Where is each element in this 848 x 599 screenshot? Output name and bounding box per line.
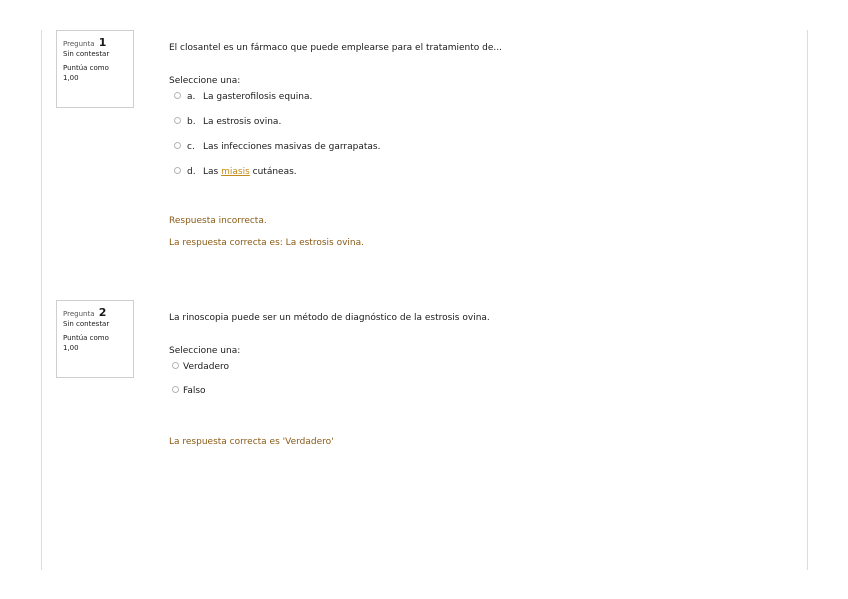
option-text: Verdadero xyxy=(183,362,230,372)
question-1-text: El closantel es un fármaco que puede emplearse para el tratamiento de... xyxy=(169,43,502,53)
question-1-info-box xyxy=(56,30,134,108)
question-1-option-d[interactable] xyxy=(169,166,789,178)
content-frame-left-border xyxy=(41,30,42,570)
option-letter: a. xyxy=(187,92,196,102)
question-2-mark-label: Puntúa como xyxy=(63,334,109,343)
question-2-info-box xyxy=(56,300,134,378)
question-1-content xyxy=(169,42,789,249)
question-1-option-c[interactable] xyxy=(169,141,789,153)
option-text: La gasterofilosis equina. xyxy=(203,92,313,102)
question-1-mark-value: 1,00 xyxy=(63,73,79,82)
question-2-number: 2 xyxy=(98,306,107,319)
question-2-correct-answer: La respuesta correcta es 'Verdadero' xyxy=(169,437,334,447)
option-text: La estrosis ovina. xyxy=(203,117,282,127)
option-letter: d. xyxy=(187,167,196,177)
option-letter: c. xyxy=(187,142,195,152)
option-text: Las infecciones masivas de garrapatas. xyxy=(203,142,381,152)
question-1-mark-label: Puntúa como xyxy=(63,64,109,73)
miasis-glossary-link[interactable]: miasis xyxy=(221,167,250,177)
radio-icon[interactable] xyxy=(174,92,181,99)
option-letter: b. xyxy=(187,117,196,127)
question-1-option-a[interactable] xyxy=(169,91,789,103)
question-2-option-true[interactable] xyxy=(169,361,789,373)
radio-icon[interactable] xyxy=(172,386,179,393)
question-1-feedback-incorrect: Respuesta incorrecta. xyxy=(169,216,267,226)
question-2-content xyxy=(169,312,789,448)
question-2-mark-value: 1,00 xyxy=(63,343,79,352)
content-frame-right-border xyxy=(807,30,808,570)
question-2-text: La rinoscopia puede ser un método de diagnóstico de la estrosis ovina. xyxy=(169,313,490,323)
question-1-correct-answer: La respuesta correcta es: La estrosis ovina. xyxy=(169,238,364,248)
option-text-after: cutáneas. xyxy=(252,167,297,177)
question-2-status: Sin contestar xyxy=(63,320,110,328)
question-1-prompt: Seleccione una: xyxy=(169,76,241,86)
radio-icon[interactable] xyxy=(174,117,181,124)
question-1-option-b[interactable] xyxy=(169,116,789,128)
option-text: Falso xyxy=(183,386,206,396)
radio-icon[interactable] xyxy=(174,142,181,149)
question-1-number-row xyxy=(63,36,127,49)
radio-icon[interactable] xyxy=(172,362,179,369)
question-2-label: Pregunta xyxy=(63,310,95,318)
question-2-number-row xyxy=(63,306,127,319)
question-1-number: 1 xyxy=(98,36,107,49)
question-2-prompt: Seleccione una: xyxy=(169,346,241,356)
radio-icon[interactable] xyxy=(174,167,181,174)
question-1-status: Sin contestar xyxy=(63,50,110,58)
question-2-option-false[interactable] xyxy=(169,385,789,397)
question-1-label: Pregunta xyxy=(63,40,95,48)
option-text-before: Las xyxy=(203,167,219,177)
